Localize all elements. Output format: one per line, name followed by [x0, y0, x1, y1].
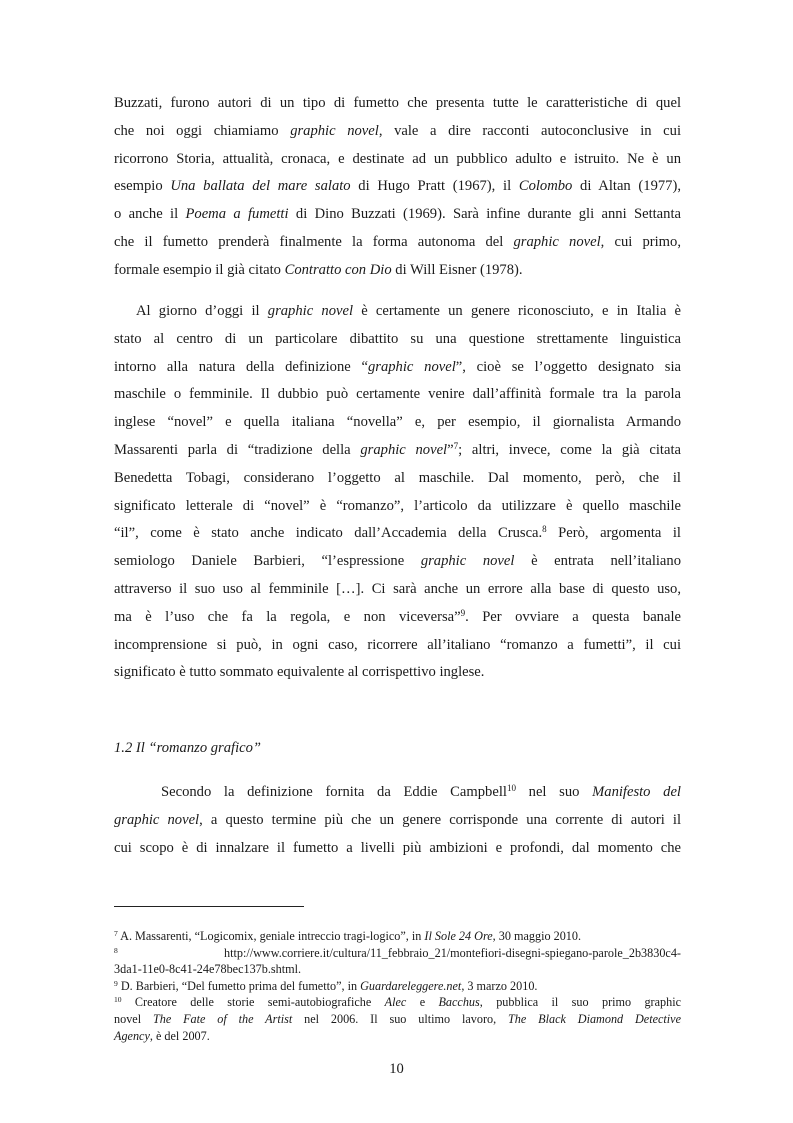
text-run: esempio [114, 178, 171, 195]
text-run: è certamente un genere riconosciuto, e in Italia è [353, 303, 681, 319]
text-run: Creatore delle storie semi-autobiografiche [121, 995, 385, 1010]
text-line [114, 257, 681, 285]
footnotes [114, 928, 681, 1044]
text-line [114, 118, 681, 146]
text-run: D. Barbieri, “Del fumetto prima del fumetto”, in [117, 978, 361, 993]
text-line [114, 835, 681, 863]
text-run: di Hugo Pratt (1967), il [350, 178, 519, 195]
text-run: , è del 2007. [149, 1028, 210, 1043]
text-line [114, 632, 681, 660]
footnote-line [114, 961, 681, 978]
text-line [114, 493, 681, 521]
italic-run: Guardareleggere.net [360, 978, 462, 993]
text-run: 3da1-11e0-8c41-24e78bec137b.shtml. [114, 962, 302, 977]
text-run: ” [447, 441, 454, 458]
italic-run: Bacchus [438, 995, 480, 1010]
page-number: 10 [389, 1061, 404, 1077]
text-line [114, 173, 681, 201]
text-run: Benedetta Tobagi, considerano l’oggetto al maschile. Dal momento, però, che il [114, 469, 681, 486]
italic-run: Alec [384, 995, 407, 1010]
footnote-line [114, 1028, 681, 1045]
text-run: novel [114, 1011, 153, 1026]
text-run: , cui primo, [600, 233, 681, 250]
text-line [114, 201, 681, 229]
footnote-number: 10 [114, 995, 122, 1005]
italic-run: graphic novel [114, 811, 200, 828]
italic-run: Una ballata del mare salato [170, 178, 351, 195]
text-line [114, 437, 681, 465]
italic-run: graphic novel [290, 122, 379, 139]
text-run: di Dino Buzzati (1969). Sarà infine durante gli anni Settanta [288, 206, 681, 223]
italic-run: Il Sole 24 Ore [424, 929, 493, 943]
text-run: cui scopo è di innalzare il fumetto a livelli più ambizioni e profondi, dal momento che [114, 839, 681, 856]
text-run: http://www.corriere.it/cultura/11_febbraio_21/montefiori-disegni-spiegano-parole_2b3830c4- [117, 945, 681, 960]
text-run: ; altri, invece, come la già citata [458, 441, 681, 458]
text-line [114, 520, 681, 548]
text-run: e [406, 995, 439, 1010]
footnote-ref: 9 [460, 607, 466, 618]
text-run: inglese “novel” e quella italiana “novella” e, per esempio, il giornalista Armando [114, 414, 681, 431]
text-line [114, 548, 681, 576]
text-run: o anche il [114, 206, 186, 223]
text-run: nel suo [515, 784, 593, 800]
text-run: attraverso il suo uso al femminile […]. Ci sarà anche un errore alla base di questo uso, [114, 580, 681, 597]
text-run: significato è tutto sommato equivalente al corrispettivo inglese. [114, 664, 485, 681]
footnote-10 [114, 994, 681, 1044]
footnote-line [114, 1011, 681, 1028]
italic-run: graphic novel [420, 553, 515, 570]
text-line [114, 779, 681, 807]
footnote-line [114, 994, 681, 1011]
footnote-line [114, 978, 681, 995]
text-run: che noi oggi chiamiamo [114, 122, 291, 139]
text-line [114, 381, 681, 409]
footnote-ref: 10 [506, 783, 516, 794]
text-line [114, 229, 681, 257]
text-line [114, 807, 681, 835]
footnote-number: 8 [114, 945, 118, 955]
text-run: Al giorno d’oggi il [136, 303, 268, 319]
footnote-number: 9 [114, 978, 118, 988]
italic-run: graphic novel [367, 358, 456, 375]
text-line [114, 298, 681, 326]
footnote-separator [114, 906, 304, 907]
text-run: . Per ovviare a questa banale [465, 608, 681, 625]
italic-run: Contratto con Dio [284, 261, 392, 278]
text-run: ma è l’uso che fa la regola, e non viceversa” [114, 608, 461, 625]
text-run: Però, argomenta il [546, 525, 681, 542]
text-run: , 30 maggio 2010. [492, 929, 582, 943]
text-line [114, 326, 681, 354]
italic-run: Manifesto del [592, 784, 681, 800]
text-line [114, 409, 681, 437]
text-run: incomprensione si può, in ogni caso, ricorrere all’italiano “romanzo a fumetti”, il cui [114, 636, 681, 653]
text-line [114, 465, 681, 493]
footnote-line [114, 945, 681, 962]
text-run: ”, cioè se l’oggetto designato sia [455, 358, 681, 375]
text-run: semiologo Daniele Barbieri, “l’espressione [114, 553, 421, 570]
footnote-number: 7 [114, 928, 118, 938]
text-line [114, 659, 681, 687]
text-run: formale esempio il già citato [114, 261, 285, 278]
footnote-ref: 8 [542, 524, 547, 535]
text-line [114, 354, 681, 382]
text-run: “il”, come è stato anche indicato dall’Accademia della Crusca. [114, 525, 543, 542]
text-line [114, 576, 681, 604]
text-line [114, 146, 681, 174]
section-heading: 1.2 Il “romanzo grafico” [114, 740, 262, 756]
text-run: A. Massarenti, “Logicomix, geniale intreccio tragi-logico”, in [117, 929, 425, 943]
footnote-9 [114, 978, 681, 995]
text-run: Buzzati, furono autori di un tipo di fumetto che presenta tutte le caratteristiche di quel [114, 95, 681, 111]
italic-run: Colombo [518, 178, 573, 195]
text-line [114, 90, 681, 118]
text-run: , 3 marzo 2010. [461, 978, 538, 993]
italic-run: graphic novel [267, 303, 353, 319]
italic-run: Poema a fumetti [185, 206, 289, 223]
body-paragraph-3 [114, 779, 681, 862]
italic-run: graphic novel [360, 441, 448, 458]
text-run: , vale a dire racconti autoconclusive in cui [378, 122, 681, 139]
text-run: che il fumetto prenderà finalmente la forma autonoma del [114, 233, 514, 250]
footnote-ref: 7 [453, 441, 459, 452]
italic-run: graphic novel [513, 233, 601, 250]
text-run: di Altan (1977), [572, 178, 681, 195]
text-run: significato letterale di “novel” è “romanzo”, l’articolo da utilizzare è quello maschile [114, 497, 681, 514]
text-run: maschile o femminile. Il dubbio può certamente venire dall’affinità formale tra la parola [114, 386, 681, 403]
text-run: , a questo termine più che un genere corrisponde una corrente di autori il [199, 811, 682, 828]
text-run: intorno alla natura della definizione “ [114, 358, 368, 375]
text-run: stato al centro di un particolare dibattito su una questione strettamente linguistica [114, 330, 681, 347]
body-paragraph-1 [114, 90, 681, 285]
italic-run: The Fate of the Artist [152, 1011, 293, 1026]
italic-run: Agency [114, 1028, 150, 1043]
footnote-8 [114, 945, 681, 978]
body-paragraph-2 [114, 298, 681, 687]
footnote-7 [114, 928, 681, 945]
footnote-line [114, 928, 681, 945]
text-run: di Will Eisner (1978). [391, 261, 523, 278]
text-run: Secondo la definizione fornita da Eddie Campbell [161, 784, 507, 800]
text-line [114, 604, 681, 632]
text-run: è entrata nell’italiano [514, 553, 682, 570]
text-run: ricorrono Storia, attualità, cronaca, e destinate ad un pubblico adulto e istruito. Ne è un [114, 150, 681, 167]
text-run: nel 2006. Il suo ultimo lavoro, [292, 1011, 509, 1026]
italic-run: The Black Diamond Detective [508, 1011, 682, 1026]
text-run: Massarenti parla di “tradizione della [114, 441, 361, 458]
text-run: , pubblica il suo primo graphic [479, 995, 681, 1010]
